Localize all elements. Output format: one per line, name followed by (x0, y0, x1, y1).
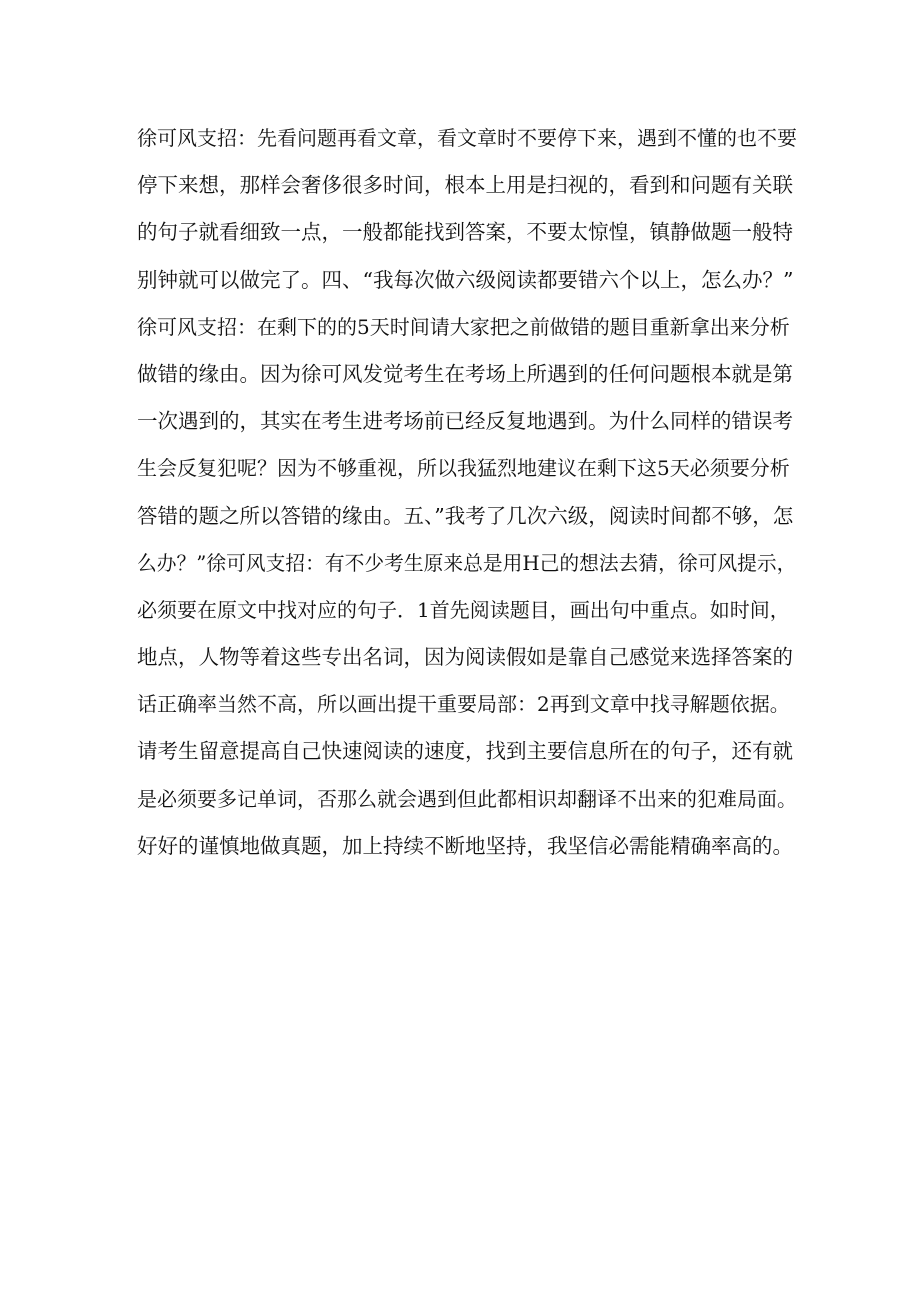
text-line: 徐可风支招：先看问题再看文章，看文章时不要停下来，遇到不懂的也不要 (137, 126, 797, 150)
text-line: 请考生留意提高自己快速阅读的速度，找到主要信息所在的句子，还有就 (137, 739, 793, 764)
text-line: 答错的题之所以答错的缘由。五、”我考了几次六级，阅读时间都不够，怎 (137, 503, 794, 528)
text-line: 别钟就可以做完了。四、“我每次做六级阅读都要错六个以上，怎么办？” (137, 267, 794, 292)
text-line: 做错的缘由。因为徐可风发觉考生在考场上所遇到的任何问题根本就是第 (137, 361, 793, 386)
body-text (137, 115, 797, 870)
text-line: 是必须要多记单词，否那么就会遇到但此都相识却翻译不出来的犯难局面。 (137, 786, 797, 811)
text-line: 话正确率当然不高，所以画出提干重要局部：2再到文章中找寻解题依据。 (137, 692, 790, 717)
text-line: 的句子就看细致一点，一般都能找到答案，不要太惊惶，镇静做题一般特 (137, 220, 793, 245)
text-line: 一次遇到的，其实在考生进考场前已经反复地遇到。为什么同样的错误考 (137, 409, 793, 434)
text-line: 停下来想，那样会奢侈很多时间，根本上用是扫视的，看到和问题有关联 (137, 173, 793, 198)
text-line: 必须要在原文中找对应的句子．1首先阅读题目，画出句中重点。如时间， (137, 597, 790, 622)
text-line: 么办？”徐可风支招：有不少考生原来总是用H己的想法去猜，徐可风提示， (137, 551, 797, 575)
text-line: 地点，人物等着这些专出名词，因为阅读假如是靠自己感觉来选择答案的 (137, 645, 793, 670)
text-line: 生会反复犯呢？因为不够重视，所以我猛烈地建议在剩下这5天必须要分析 (137, 456, 790, 481)
text-line: 徐可风支招：在剩下的的5天时间请大家把之前做错的题目重新拿出来分析 (137, 314, 790, 339)
text-line: 好好的谨慎地做真题，加上持续不断地坚持，我坚信必需能精确率高的。 (137, 833, 793, 858)
